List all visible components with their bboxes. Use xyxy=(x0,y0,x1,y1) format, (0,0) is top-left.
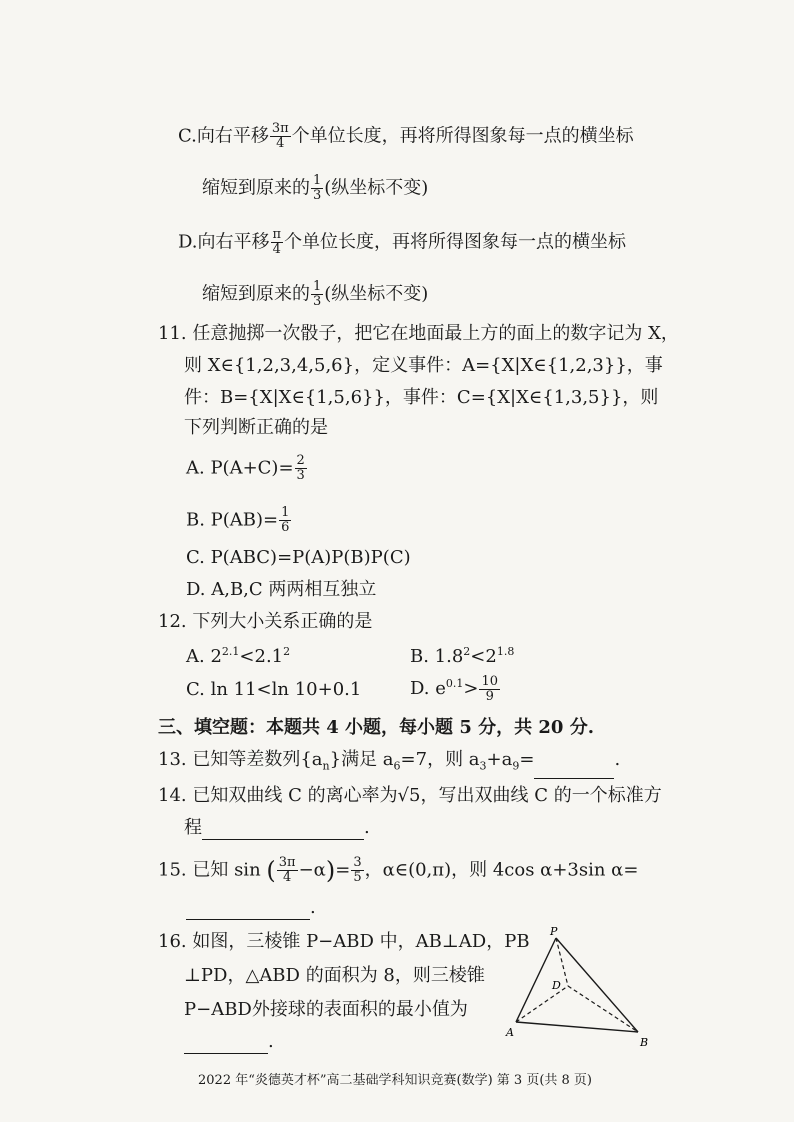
fraction xyxy=(295,454,307,483)
text: . xyxy=(268,1031,274,1052)
option-label: D. xyxy=(178,231,198,253)
subscript: 6 xyxy=(393,759,401,773)
q11-option-c: C. P(ABC)=P(A)P(B)P(C) xyxy=(186,547,411,568)
q12-option-a xyxy=(186,640,290,669)
denominator: 9 xyxy=(485,688,494,704)
text: = xyxy=(335,859,351,881)
answer-blank[interactable] xyxy=(534,760,614,779)
text: > xyxy=(463,678,479,699)
q11-option-d: D. A,B,C 两两相互独立 xyxy=(186,579,377,600)
text: 向右平移 xyxy=(196,125,269,147)
numerator: 3π xyxy=(278,855,296,870)
edge-ab xyxy=(516,1022,638,1032)
q10-option-d-line2 xyxy=(202,280,428,309)
numerator: 1 xyxy=(313,173,322,188)
text: 向右平移 xyxy=(197,231,270,253)
fraction xyxy=(270,122,291,151)
section-heading-fill-in: 三、填空题：本题共 4 小题，每小题 5 分，共 20 分. xyxy=(158,717,594,738)
vertex-label-p: P xyxy=(550,926,558,938)
vertex-label-a: A xyxy=(506,1026,514,1039)
numerator: π xyxy=(272,227,282,242)
text: . xyxy=(364,817,370,838)
text: = xyxy=(519,749,535,770)
exponent: 0.1 xyxy=(445,677,464,690)
q13 xyxy=(158,748,620,779)
text: <2.1 xyxy=(239,646,284,667)
fraction xyxy=(351,856,363,885)
text: 程 xyxy=(184,817,202,838)
text: 个单位长度，再将所得图象每一点的横坐标 xyxy=(291,125,634,147)
text: −α xyxy=(298,859,326,881)
fraction xyxy=(277,856,298,885)
denominator: 5 xyxy=(353,870,362,885)
q11-option-b xyxy=(186,506,292,535)
q15-line1 xyxy=(158,856,638,885)
q14-line1: 14. 已知双曲线 C 的离心率为√5，写出双曲线 C 的一个标准方 xyxy=(158,785,662,806)
q11-stem-line4: 下列判断正确的是 xyxy=(184,417,328,438)
q16-line2: ⊥PD，△ABD 的面积为 8，则三棱锥 xyxy=(184,965,485,986)
text: 13. 已知等差数列{a xyxy=(158,749,323,770)
numerator: 1 xyxy=(281,505,290,520)
q11-stem-line2: 则 X∈{1,2,3,4,5,6}，定义事件：A={X|X∈{1,2,3}}，事 xyxy=(184,355,663,376)
text: <2 xyxy=(470,646,497,667)
text: . xyxy=(614,749,621,770)
edge-pa xyxy=(516,938,556,1022)
text: 15. 已知 sin xyxy=(158,859,261,881)
numerator: 3 xyxy=(353,855,362,870)
answer-blank[interactable] xyxy=(202,821,364,840)
denominator: 4 xyxy=(283,870,292,885)
page-footer: 2022 年“炎德英才杯”高二基础学科知识竞赛(数学) 第 3 页(共 8 页) xyxy=(198,1073,592,1088)
text: }满足 a xyxy=(329,749,394,770)
q12-option-c: C. ln 11<ln 10+0.1 xyxy=(186,679,362,700)
vertex-label-b: B xyxy=(640,1036,649,1049)
denominator: 3 xyxy=(313,294,322,309)
fraction xyxy=(479,675,500,704)
q11-option-a xyxy=(186,454,308,483)
text: =7，则 a xyxy=(400,749,480,770)
text: 个单位长度，再将所得图象每一点的横坐标 xyxy=(284,231,627,253)
denominator: 4 xyxy=(276,136,285,151)
subscript: 3 xyxy=(479,759,487,773)
vertex-label-d: D xyxy=(552,979,561,992)
text: +a xyxy=(486,749,513,770)
exponent: 2.1 xyxy=(221,645,240,658)
denominator: 3 xyxy=(296,468,305,483)
text: (纵坐标不变) xyxy=(324,283,429,305)
fraction xyxy=(279,506,291,535)
paren: ) xyxy=(325,856,336,885)
numerator: 1 xyxy=(313,279,322,294)
edge-pb xyxy=(556,938,638,1032)
subscript: n xyxy=(322,759,330,773)
denominator: 6 xyxy=(281,520,290,535)
numerator: 3π xyxy=(271,121,289,136)
option-label: C. xyxy=(178,125,197,147)
text: B. P(AB)= xyxy=(186,509,279,531)
answer-blank[interactable] xyxy=(186,901,310,920)
exponent: 2 xyxy=(463,645,471,658)
q15-line2 xyxy=(186,896,316,920)
q16-line4 xyxy=(184,1030,274,1054)
pyramid-figure xyxy=(502,926,652,1052)
exponent: 1.8 xyxy=(496,645,515,658)
denominator: 3 xyxy=(313,188,322,203)
exponent: 2 xyxy=(283,645,291,658)
text: 缩短到原来的 xyxy=(202,177,310,199)
text: A. P(A+C)= xyxy=(186,457,294,479)
fraction xyxy=(271,228,284,257)
text: A. 2 xyxy=(186,646,222,667)
numerator: 2 xyxy=(296,453,305,468)
text: D. e xyxy=(410,678,446,699)
fraction xyxy=(311,280,323,309)
text: ，α∈(0,π)，则 4cos α+3sin α= xyxy=(364,859,639,881)
q12-option-b xyxy=(410,640,514,669)
q12-stem: 12. 下列大小关系正确的是 xyxy=(158,611,373,632)
numerator: 10 xyxy=(481,673,499,689)
q10-option-d-line1 xyxy=(178,228,626,257)
text: . xyxy=(310,897,316,918)
text: (纵坐标不变) xyxy=(324,177,429,199)
fraction xyxy=(311,174,323,203)
q16-line1: 16. 如图，三棱锥 P−ABD 中，AB⊥AD，PB xyxy=(158,931,530,952)
q14-line2 xyxy=(184,816,370,840)
q11-stem-line1: 11. 任意抛掷一次骰子，把它在地面最上方的面上的数字记为 X， xyxy=(158,323,679,344)
answer-blank[interactable] xyxy=(184,1035,268,1054)
subscript: 9 xyxy=(512,759,520,773)
q12-option-d xyxy=(410,672,501,704)
q10-option-c-line1 xyxy=(178,122,634,151)
text: B. 1.8 xyxy=(410,646,464,667)
q11-stem-line3: 件：B={X|X∈{1,5,6}}，事件：C={X|X∈{1,3,5}}，则 xyxy=(184,387,659,408)
q16-line3: P−ABD外接球的表面积的最小值为 xyxy=(184,999,468,1020)
denominator: 4 xyxy=(272,242,281,257)
q10-option-c-line2 xyxy=(202,174,428,203)
text: 缩短到原来的 xyxy=(202,283,310,305)
paren: ( xyxy=(266,856,276,885)
